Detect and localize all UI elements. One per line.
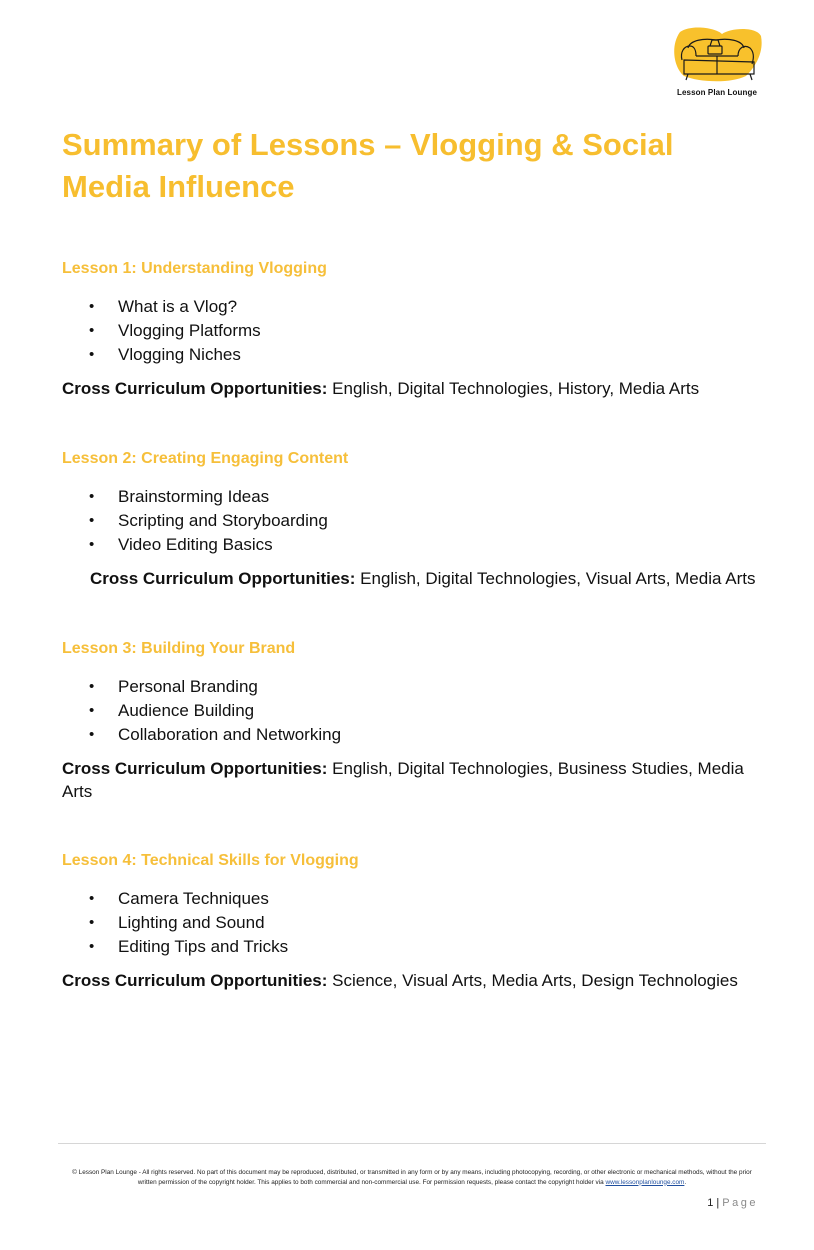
topic-list — [62, 485, 782, 557]
footer-copyright — [66, 1168, 758, 1187]
bullet: • — [89, 322, 95, 339]
cross-curriculum — [62, 969, 762, 992]
couch-logo-icon — [672, 26, 762, 84]
cross-curriculum-subjects: English, Digital Technologies, Business Studies, Media Arts — [62, 759, 744, 801]
topic-text: What is a Vlog? — [118, 297, 238, 316]
topic-text: Vlogging Platforms — [118, 321, 261, 340]
list-item — [62, 319, 782, 343]
page-title: Summary of Lessons – Vlogging & Social Media Influence — [62, 127, 674, 204]
cross-curriculum — [62, 567, 790, 590]
lesson-section-3 — [62, 639, 782, 803]
lesson-plan-lounge-logo — [670, 26, 764, 100]
lesson-section-4 — [62, 851, 782, 992]
website-link[interactable]: www.lessonplanlounge.com — [605, 1178, 685, 1186]
lesson-section-2 — [62, 449, 782, 590]
lesson-heading: Lesson 4: Technical Skills for Vlogging — [62, 852, 359, 869]
topic-list — [62, 675, 782, 747]
cross-curriculum-label: Cross Curriculum Opportunities: — [90, 569, 356, 588]
list-item — [62, 887, 782, 911]
list-item — [62, 509, 782, 533]
bullet: • — [89, 678, 95, 695]
cross-curriculum — [62, 377, 762, 400]
page-number — [707, 1197, 758, 1209]
topic-text: Lighting and Sound — [118, 913, 265, 932]
bullet: • — [89, 914, 95, 931]
list-item — [62, 911, 782, 935]
cross-curriculum-label: Cross Curriculum Opportunities: — [62, 971, 328, 990]
cross-curriculum-label: Cross Curriculum Opportunities: — [62, 379, 328, 398]
topic-text: Brainstorming Ideas — [118, 487, 270, 506]
lesson-heading: Lesson 2: Creating Engaging Content — [62, 450, 349, 467]
bullet: • — [89, 726, 95, 743]
bullet: • — [89, 346, 95, 363]
topic-text: Audience Building — [118, 701, 255, 720]
list-item — [62, 675, 782, 699]
page-word: Page — [722, 1197, 758, 1209]
list-item — [62, 935, 782, 959]
bullet: • — [89, 488, 95, 505]
topic-list — [62, 295, 782, 367]
topic-text: Personal Branding — [118, 677, 258, 696]
page-separator: | — [713, 1197, 723, 1209]
bullet: • — [89, 890, 95, 907]
lesson-heading: Lesson 1: Understanding Vlogging — [62, 260, 327, 277]
cross-curriculum-subjects: English, Digital Technologies, Visual Arts, Media Arts — [360, 569, 756, 588]
lesson-section-1 — [62, 259, 782, 400]
footer-period: . — [684, 1178, 687, 1186]
bullet: • — [89, 298, 95, 315]
cross-curriculum-label: Cross Curriculum Opportunities: — [62, 759, 328, 778]
list-item — [62, 343, 782, 367]
topic-text: Editing Tips and Tricks — [118, 937, 289, 956]
cross-curriculum-subjects: Science, Visual Arts, Media Arts, Design Technologies — [332, 971, 738, 990]
copyright-text: © Lesson Plan Lounge - All rights reserved. No part of this document may be reproduced, distributed, or transmitted in any form or by any means, including photocopying, recording, or other electronic or mechanical methods, without the prior written permission of the copyright holder. This applies to both commercial and non-commercial use. For permission requests, please contact the copyright holder via — [72, 1169, 752, 1186]
cross-curriculum — [62, 757, 762, 803]
lesson-heading: Lesson 3: Building Your Brand — [62, 640, 296, 657]
bullet: • — [89, 938, 95, 955]
list-item — [62, 533, 782, 557]
topic-text: Scripting and Storyboarding — [118, 511, 328, 530]
topic-list — [62, 887, 782, 959]
logo-text: Lesson Plan Lounge — [676, 88, 758, 97]
page-number-value: 1 — [707, 1197, 714, 1209]
list-item — [62, 723, 782, 747]
topic-text: Video Editing Basics — [118, 535, 273, 554]
bullet: • — [89, 702, 95, 719]
topic-text: Camera Techniques — [118, 889, 269, 908]
bullet: • — [89, 536, 95, 553]
topic-text: Vlogging Niches — [118, 345, 241, 364]
cross-curriculum-subjects: English, Digital Technologies, History, Media Arts — [332, 379, 700, 398]
footer-divider — [58, 1143, 766, 1144]
bullet: • — [89, 512, 95, 529]
list-item — [62, 295, 782, 319]
topic-text: Collaboration and Networking — [118, 725, 342, 744]
list-item — [62, 485, 782, 509]
list-item — [62, 699, 782, 723]
